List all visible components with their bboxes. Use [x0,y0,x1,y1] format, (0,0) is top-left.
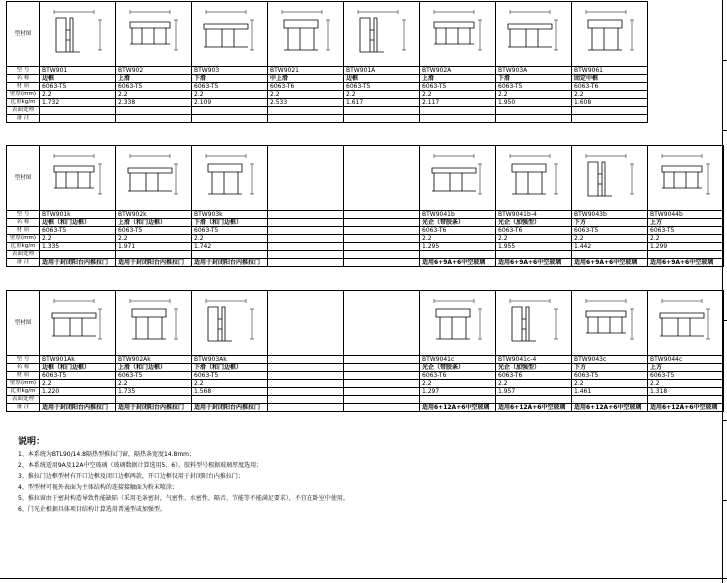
cell-remark [268,259,344,267]
cell-model [344,356,420,364]
frame-tick [722,420,727,421]
cell-model: BTW903A [496,67,572,75]
cell-model: BTW9061 [572,67,648,75]
cell-remark: 适用于封闭阳台内推拉门 [116,404,192,412]
cell-wall: 2.2 [116,235,192,243]
cell-model: BTW9041b [420,211,496,219]
cell-material: 6063-T5 [648,227,724,235]
cell-wall: 2.2 [420,380,496,388]
cell-remark [40,115,116,123]
cell-material [344,227,420,235]
label-surface: 表面处理 [7,107,40,115]
cell-model: BTW902A [420,67,496,75]
profile-figure-cell [420,146,496,211]
profile-figure-cell [268,291,344,356]
cell-wall: 2.2 [192,380,268,388]
cell-remark: 适用6+12A+6中空玻璃 [496,404,572,412]
cell-remark [496,115,572,123]
cell-wall: 2.2 [572,235,648,243]
profile-drawing [422,146,494,210]
cell-weight: 1.568 [192,388,268,396]
frame-bottom-border [0,578,727,579]
cell-name [268,219,344,227]
cell-weight: 1.608 [572,99,648,107]
profile-drawing [422,2,494,66]
profile-figure-cell [572,2,648,67]
cell-surface [40,396,116,404]
label-weight: 比重kg/m [7,243,40,251]
cell-remark [116,115,192,123]
note-3: 3、推拉门边框型材有开口边框及闭口边框两款，开口边框仅用于封闭阳台内推拉门； [18,473,244,480]
profile-figure-cell [268,2,344,67]
cell-weight: 2.117 [420,99,496,107]
cell-name: 下方 [572,219,648,227]
cell-surface [192,107,268,115]
note-4: 4、型型材可视外表面为主体结构的连接接触面为粉末喷涂； [18,484,178,491]
cell-surface [192,396,268,404]
cell-wall: 2.2 [572,380,648,388]
cell-material [268,372,344,380]
profile-drawing [498,146,570,210]
cell-remark [268,404,344,412]
cell-remark: 适用6+9A+6中空玻璃 [420,259,496,267]
profile-figure-cell [572,291,648,356]
label-figure: 型材图 [7,291,40,356]
cell-model: BTW903Ak [192,356,268,364]
cell-wall: 2.2 [116,380,192,388]
cell-remark [344,259,420,267]
cell-name: 边框（和门边框） [40,219,116,227]
cell-surface [572,251,648,259]
profile-table-3 [6,290,724,412]
note-6: 6、门光企根据具体项目结构计算选用普通型或加强型。 [18,506,166,513]
note-5: 5、推拉窗由于密封构造导致性能缺陷（采用毛条密封，气密性、水密性、隔音、节能等不能满足要求），不宜在卧室中使用。 [18,495,349,502]
cell-weight: 1.955 [496,243,572,251]
cell-remark [420,115,496,123]
cell-name: 下方 [572,364,648,372]
cell-material: 6063-T5 [116,83,192,91]
cell-name: 上滑 [420,75,496,83]
cell-name: 固定中框 [572,75,648,83]
cell-model: BTW902k [116,211,192,219]
cell-weight: 1.950 [496,99,572,107]
cell-name: 上方 [648,219,724,227]
profile-drawing [498,2,570,66]
frame-right-border [722,0,723,583]
profile-drawing [194,2,266,66]
cell-model: BTW901k [40,211,116,219]
cell-material: 6063-T5 [572,227,648,235]
label-remark: 备 注 [7,259,40,267]
cell-material: 6063-T6 [496,227,572,235]
cell-name: 上滑（和门边框） [116,364,192,372]
note-1: 1、本系统为BTL90/14.8隔热型推拉门窗，隔热条宽度14.8mm； [18,451,196,458]
cell-weight: 1.297 [420,388,496,396]
profile-figure-cell [344,146,420,211]
cell-remark [268,115,344,123]
cell-name: 光企（带胶条） [420,219,496,227]
cell-weight: 2.338 [116,99,192,107]
cell-weight: 1.220 [40,388,116,396]
label-wall: 壁厚(mm) [7,235,40,243]
profile-drawing [574,2,646,66]
cell-name: 边框 [344,75,420,83]
cell-model: BTW901Ak [40,356,116,364]
label-model: 型 号 [7,211,40,219]
profile-drawing [194,291,266,355]
cell-surface [420,107,496,115]
cell-name [344,364,420,372]
cell-weight: 1.299 [648,243,724,251]
cell-surface [116,396,192,404]
cell-wall: 2.2 [420,235,496,243]
cell-weight [344,388,420,396]
cell-wall: 2.2 [496,235,572,243]
cell-wall: 2.2 [496,380,572,388]
profile-figure-cell [648,291,724,356]
cell-material: 6063-T5 [40,227,116,235]
profile-figure-cell [192,291,268,356]
cell-remark: 适用6+12A+6中空玻璃 [420,404,496,412]
cell-surface [268,107,344,115]
label-surface: 表面处理 [7,251,40,259]
profile-drawing [118,2,190,66]
cell-material: 6063-T6 [268,83,344,91]
cell-material: 6063-T5 [648,372,724,380]
cell-weight: 1.295 [420,243,496,251]
cell-name: 上滑（和门边框） [116,219,192,227]
cell-material: 6063-T5 [192,83,268,91]
cell-remark [192,115,268,123]
cell-model: BTW902 [116,67,192,75]
cell-model: BTW903k [192,211,268,219]
cell-material: 6063-T6 [572,83,648,91]
label-model: 型 号 [7,67,40,75]
cell-material: 6063-T5 [40,372,116,380]
cell-wall: 2.2 [420,91,496,99]
cell-wall: 2.2 [648,380,724,388]
cell-remark: 适用6+9A+6中空玻璃 [572,259,648,267]
cell-weight [268,243,344,251]
cell-name: 光企（加强型） [496,364,572,372]
cell-material: 6063-T6 [420,227,496,235]
cell-model: BTW902Ak [116,356,192,364]
cell-remark: 适用6+9A+6中空玻璃 [648,259,724,267]
cell-name: 下滑（和门边框） [192,364,268,372]
cell-material: 6063-T6 [496,372,572,380]
cell-surface [40,107,116,115]
cell-name: 光企（加强型） [496,219,572,227]
cell-remark: 适用于封闭阳台内推拉门 [40,404,116,412]
cell-weight: 1.335 [40,243,116,251]
profile-drawing [422,291,494,355]
profile-figure-cell [40,291,116,356]
cell-wall: 2.2 [192,235,268,243]
cell-remark: 适用6+12A+6中空玻璃 [572,404,648,412]
cell-name: 光企（带胶条） [420,364,496,372]
label-name: 名 称 [7,364,40,372]
cell-surface [268,396,344,404]
profile-drawing [498,291,570,355]
cell-model: BTW9044c [648,356,724,364]
cell-remark: 适用于封闭阳台内推拉门 [192,404,268,412]
cell-model: BTW9043c [572,356,648,364]
profile-figure-cell [192,146,268,211]
cell-weight: 1.735 [116,388,192,396]
cell-weight: 1.971 [116,243,192,251]
label-model: 型 号 [7,356,40,364]
label-material: 材 质 [7,227,40,235]
cell-wall: 2.2 [572,91,648,99]
label-weight: 比重kg/m [7,388,40,396]
cell-remark: 适用于封闭阳台内推拉门 [192,259,268,267]
label-figure: 型材图 [7,146,40,211]
profile-figure-cell [116,146,192,211]
cell-weight: 2.533 [268,99,344,107]
cell-weight: 1.318 [648,388,724,396]
profile-figure-cell [496,2,572,67]
profile-figure-cell [268,146,344,211]
note-2: 2、本系统适用9A及12A中空玻璃（玻璃数据计算选用5、6），胶料型号根据玻璃厚度选用； [18,462,263,469]
cell-model: BTW9041c [420,356,496,364]
cell-remark [344,404,420,412]
profile-figure-cell [572,146,648,211]
cell-weight: 1.617 [344,99,420,107]
cell-model [268,356,344,364]
cell-surface [572,396,648,404]
cell-remark [572,115,648,123]
profile-drawing [650,291,722,355]
notes [18,437,349,515]
label-remark: 备 注 [7,115,40,123]
cell-material: 6063-T5 [344,83,420,91]
cell-weight [344,243,420,251]
cell-weight: 2.109 [192,99,268,107]
cell-wall [268,380,344,388]
cell-material: 6063-T5 [192,372,268,380]
cell-model [344,211,420,219]
profile-figure-cell [496,146,572,211]
cell-wall [268,235,344,243]
cell-wall: 2.2 [40,91,116,99]
cell-surface [116,107,192,115]
cell-surface [496,396,572,404]
frame-tick [722,500,727,501]
cell-name [344,219,420,227]
cell-remark [344,115,420,123]
cell-name: 边框 [40,75,116,83]
profile-drawing [270,2,342,66]
notes-title: 说明： [18,437,46,447]
cell-wall: 2.2 [40,380,116,388]
cell-surface [420,396,496,404]
profile-figure-cell [40,2,116,67]
cell-model: BTW901A [344,67,420,75]
label-name: 名 称 [7,75,40,83]
profile-figure-cell [192,2,268,67]
cell-surface [420,251,496,259]
label-wall: 壁厚(mm) [7,91,40,99]
cell-remark: 适用6+9A+6中空玻璃 [496,259,572,267]
cell-name: 下滑（和门边框） [192,219,268,227]
cell-weight: 1.442 [572,243,648,251]
profile-figure-cell [344,2,420,67]
label-figure: 型材图 [7,2,40,67]
cell-model: BTW9041b-4 [496,211,572,219]
cell-name: 上方 [648,364,724,372]
cell-surface [496,107,572,115]
profile-drawing [118,291,190,355]
label-surface: 表面处理 [7,396,40,404]
cell-model: BTW9043b [572,211,648,219]
frame-tick [722,60,727,61]
profile-drawing [650,146,722,210]
cell-surface [648,396,724,404]
cell-surface [40,251,116,259]
cell-model: BTW9021 [268,67,344,75]
cell-material: 6063-T6 [420,372,496,380]
cell-name: 中上滑 [268,75,344,83]
profile-drawing [574,146,646,210]
cell-name: 下滑 [192,75,268,83]
cell-material [268,227,344,235]
cell-name: 边框（和门边框） [40,364,116,372]
label-material: 材 质 [7,372,40,380]
profile-figure-cell [648,146,724,211]
profile-table-1 [6,1,648,123]
label-remark: 备 注 [7,404,40,412]
cell-surface [344,396,420,404]
cell-material: 6063-T5 [496,83,572,91]
cell-surface [496,251,572,259]
cell-name: 上滑 [116,75,192,83]
profile-figure-cell [420,291,496,356]
cell-wall: 2.2 [40,235,116,243]
profile-drawing [194,146,266,210]
profile-figure-cell [116,291,192,356]
cell-surface [116,251,192,259]
cell-model: BTW9044b [648,211,724,219]
cell-material: 6063-T5 [116,227,192,235]
cell-remark: 适用于封闭阳台内推拉门 [116,259,192,267]
profile-figure-cell [344,291,420,356]
label-name: 名 称 [7,219,40,227]
cell-wall: 2.2 [192,91,268,99]
cell-material: 6063-T5 [420,83,496,91]
cell-surface [572,107,648,115]
profile-drawing [42,291,114,355]
cell-remark: 适用于封闭阳台内推拉门 [40,259,116,267]
cell-surface [268,251,344,259]
cell-model: BTW9041c-4 [496,356,572,364]
frame-tick [722,130,727,131]
cell-model: BTW903 [192,67,268,75]
cell-model [268,211,344,219]
profile-drawing [42,2,114,66]
frame-tick [722,320,727,321]
cell-name: 下滑 [496,75,572,83]
cell-wall: 2.2 [116,91,192,99]
label-material: 材 质 [7,83,40,91]
cell-name [268,364,344,372]
cell-material [344,372,420,380]
label-wall: 壁厚(mm) [7,380,40,388]
cell-material: 6063-T5 [572,372,648,380]
cell-weight: 1.742 [192,243,268,251]
label-weight: 比重kg/m [7,99,40,107]
cell-surface [344,251,420,259]
cell-weight: 1.732 [40,99,116,107]
cell-model: BTW901 [40,67,116,75]
cell-wall: 2.2 [268,91,344,99]
profile-figure-cell [420,2,496,67]
cell-wall [344,380,420,388]
cell-surface [192,251,268,259]
profile-figure-cell [496,291,572,356]
cell-weight [268,388,344,396]
profile-drawing [118,146,190,210]
profile-drawing [42,146,114,210]
cell-wall [344,235,420,243]
profile-figure-cell [116,2,192,67]
cell-remark: 适用6+12A+6中空玻璃 [648,404,724,412]
profile-drawing [574,291,646,355]
cell-wall: 2.2 [344,91,420,99]
cell-weight: 1.957 [496,388,572,396]
cell-surface [344,107,420,115]
cell-weight: 1.461 [572,388,648,396]
cell-material: 6063-T5 [116,372,192,380]
cell-material: 6063-T5 [40,83,116,91]
cell-material: 6063-T5 [192,227,268,235]
cell-wall: 2.2 [496,91,572,99]
profile-figure-cell [40,146,116,211]
profile-drawing [346,2,418,66]
profile-table-2 [6,145,724,267]
cell-surface [648,251,724,259]
cell-wall: 2.2 [648,235,724,243]
